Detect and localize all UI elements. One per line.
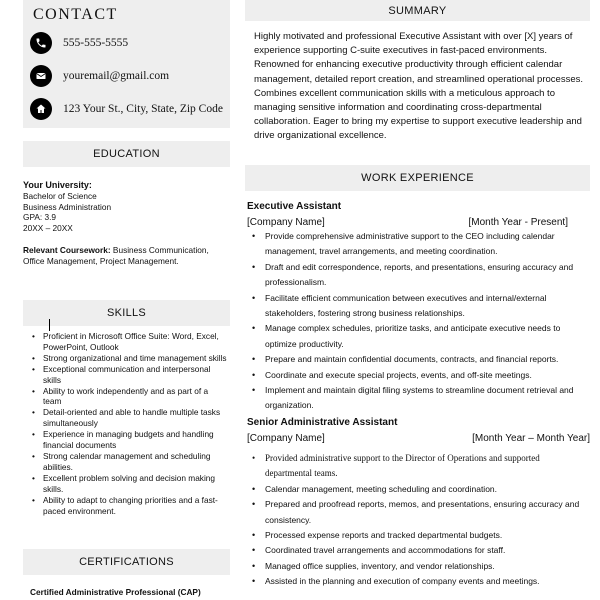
job-company-row (247, 217, 590, 228)
certification-item: Certified Administrative Professional (CAP) (30, 587, 201, 597)
summary-header: SUMMARY (245, 0, 590, 21)
duty-item: • Implement and maintain digital filing systems to streamline document retrieval and organization. (252, 383, 585, 414)
duty-item: • Prepared and proofread reports, memos, and presentations, ensuring accuracy and consistency. (252, 497, 585, 528)
contact-email-row (30, 64, 169, 88)
education-gpa: GPA: 3.9 (23, 212, 57, 223)
coursework-text: Business Communication, Office Management, Project Management. (23, 244, 209, 266)
contact-title: CONTACT (33, 6, 118, 23)
skill-item: • Ability to adapt to changing priorities and a fast-paced environment. (32, 495, 228, 517)
job-dates: [Month Year – Month Year] (472, 433, 590, 444)
duty-item: • Calendar management, meeting scheduling and coordination. (252, 482, 585, 497)
duty-item: • Coordinated travel arrangements and accommodations for staff. (252, 543, 585, 558)
contact-phone-row (30, 31, 128, 55)
contact-email: youremail@gmail.com (63, 70, 170, 82)
skill-item: • Excellent problem solving and decision making skills. (32, 473, 228, 495)
coursework-label: Relevant Coursework: (23, 244, 111, 255)
education-section (23, 180, 230, 267)
skills-list (32, 331, 228, 516)
duty-item: • Managed office supplies, inventory, and vendor relationships. (252, 559, 585, 574)
contact-phone: 555-555-5555 (63, 37, 129, 49)
summary-text: Highly motivated and professional Executive Assistant with over [X] years of experience supporting C-suite executives in fast-paced environments. Renowned for enhancing executive productivity through efficient calendar management, detailed report creation, and streamlined operational processes. Combines excellent communication skills with a meticulous approach to managing sensitive information and coordinating cross-departmental collaboration. Eager to bring my expertise to support executive leadership and drive organizational excellence. (254, 31, 583, 142)
job-dates: [Month Year - Present] (468, 217, 568, 228)
duty-item: • Draft and edit correspondence, reports, and presentations, ensuring accuracy and professionalism. (252, 260, 585, 291)
contact-address-row (30, 97, 223, 121)
contact-section (23, 0, 230, 128)
job-company: [Company Name] (247, 433, 325, 444)
education-years: 20XX – 20XX (23, 223, 73, 234)
job-title: Senior Administrative Assistant (247, 417, 398, 428)
duty-item: • Provided administrative support to the Director of Operations and supported departmental teams. (252, 451, 585, 482)
skills-header: SKILLS (23, 300, 230, 326)
duty-item: • Facilitate efficient communication between executives and internal/external stakeholders, fostering strong business relationships. (252, 291, 585, 322)
home-icon (30, 98, 52, 120)
job-duties-list (252, 229, 585, 414)
skill-item: • Exceptional communication and interpersonal skills (32, 364, 228, 386)
education-coursework (23, 245, 230, 267)
education-university: Your University: (23, 180, 92, 190)
skill-item: • Detail-oriented and able to handle multiple tasks simultaneously (32, 407, 228, 429)
contact-address: 123 Your St., City, State, Zip Code (63, 103, 223, 115)
job-company: [Company Name] (247, 217, 325, 228)
skill-item: • Strong organizational and time management skills (32, 353, 228, 364)
duty-item: • Processed expense reports and tracked departmental budgets. (252, 528, 585, 543)
phone-icon (30, 32, 52, 54)
job-title: Executive Assistant (247, 201, 342, 212)
email-icon (30, 65, 52, 87)
education-major: Business Administration (23, 201, 112, 212)
duty-item: • Assisted in the planning and execution of company events and meetings. (252, 574, 585, 589)
skill-item: • Ability to work independently and as part of a team (32, 386, 228, 408)
duty-item: • Manage complex schedules, prioritize tasks, and anticipate executive needs to optimize productivity. (252, 321, 585, 352)
skill-item: • Strong calendar management and scheduling abilities. (32, 451, 228, 473)
certifications-header: CERTIFICATIONS (23, 549, 230, 575)
duty-item: • Prepare and maintain confidential documents, contracts, and financial reports. (252, 352, 585, 367)
duty-item: • Coordinate and execute special projects, events, and off-site meetings. (252, 368, 585, 383)
work-experience-header: WORK EXPERIENCE (245, 165, 590, 191)
skill-item: • Experience in managing budgets and handling financial documents (32, 429, 228, 451)
job-duties-list (252, 451, 585, 590)
job-company-row (247, 433, 590, 444)
education-header: EDUCATION (23, 141, 230, 167)
skill-item: • Proficient in Microsoft Office Suite: Word, Excel, PowerPoint, Outlook (32, 331, 228, 353)
education-degree: Bachelor of Science (23, 190, 97, 201)
duty-item: • Provide comprehensive administrative support to the CEO including calendar management, travel arrangements, and meeting coordination. (252, 229, 585, 260)
text-cursor (49, 319, 50, 331)
